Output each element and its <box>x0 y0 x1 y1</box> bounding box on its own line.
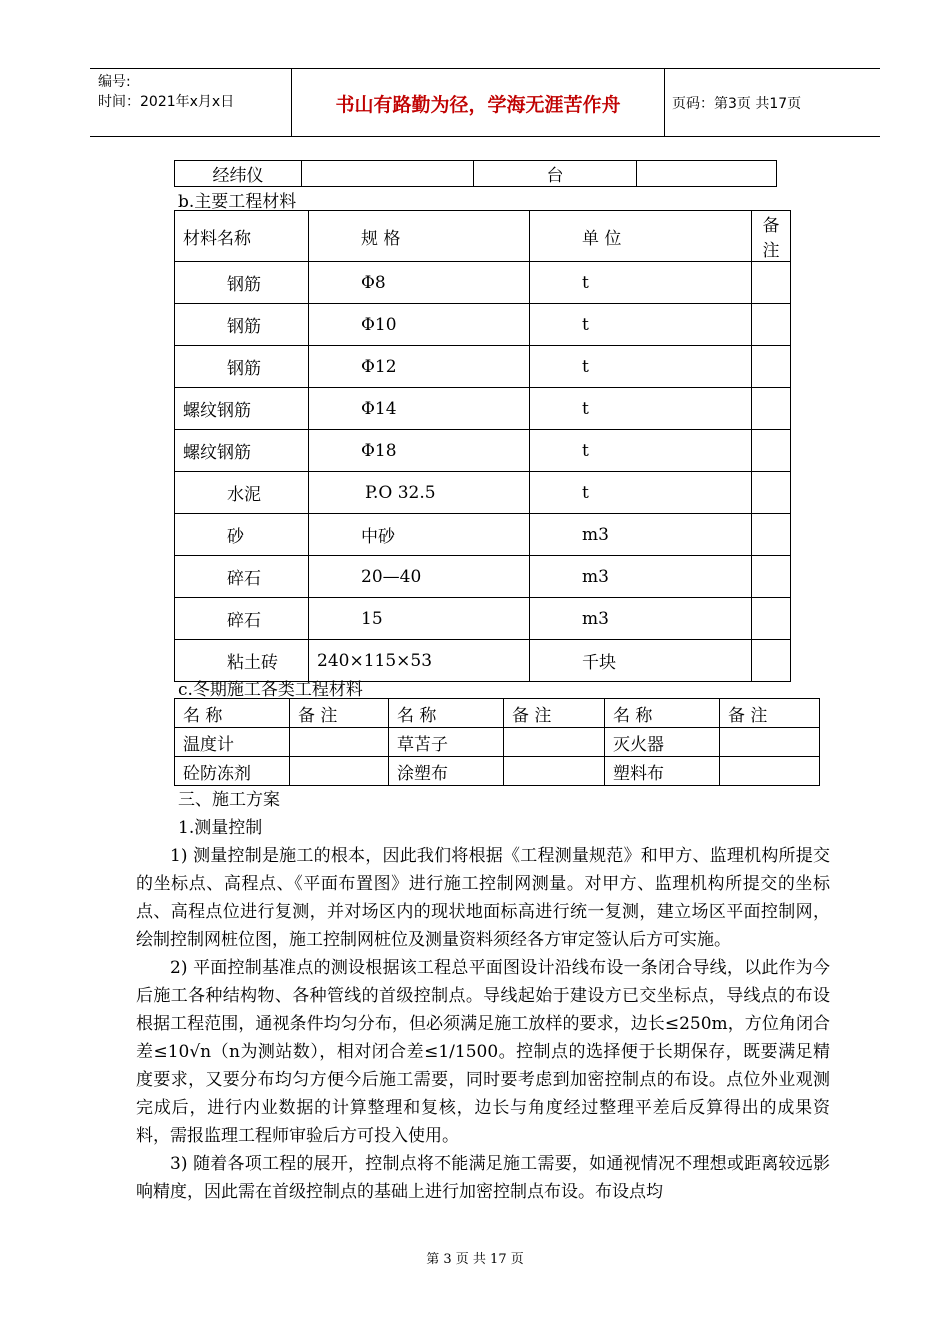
table-cell: t <box>530 304 752 346</box>
table-cell: t <box>530 430 752 472</box>
table-cell: P.O 32.5 <box>309 472 530 514</box>
table-cell: m3 <box>530 598 752 640</box>
table-cell <box>720 728 820 757</box>
instrument-table <box>174 160 777 187</box>
table-cell: Φ12 <box>309 346 530 388</box>
table-cell <box>752 304 791 346</box>
table-cell: 台 <box>474 161 637 187</box>
table-cell: m3 <box>530 514 752 556</box>
header-page-number: 页码：第3页 共17页 <box>672 96 802 112</box>
materials-caption: b.主要工程材料 <box>178 192 297 212</box>
table-cell <box>720 757 820 786</box>
table-cell: Φ8 <box>309 262 530 304</box>
table-cell: 塑料布 <box>605 757 720 786</box>
header-motto: 书山有路勤为径，学海无涯苦作舟 <box>335 94 621 116</box>
page-footer: 第 3 页 共 17 页 <box>426 1252 524 1267</box>
table-cell: 中砂 <box>309 514 530 556</box>
column-header: 备 注 <box>290 699 389 728</box>
table-header-row <box>175 211 791 262</box>
table-cell: 15 <box>309 598 530 640</box>
table-cell: Φ10 <box>309 304 530 346</box>
table-cell: 碎石 <box>175 556 309 598</box>
table-row <box>175 161 777 187</box>
document-time-label: 时间：2021年x月x日 <box>98 94 235 110</box>
table-cell: 钢筋 <box>175 346 309 388</box>
table-cell <box>752 388 791 430</box>
table-cell: t <box>530 262 752 304</box>
column-header: 备 注 <box>504 699 605 728</box>
table-cell <box>637 161 777 187</box>
table-cell: 水泥 <box>175 472 309 514</box>
column-header: 单 位 <box>530 211 752 262</box>
table-cell <box>752 430 791 472</box>
table-row <box>175 757 820 786</box>
table-cell <box>290 757 389 786</box>
materials-table <box>174 210 791 682</box>
table-cell <box>752 598 791 640</box>
table-row <box>175 514 791 556</box>
table-cell: 砂 <box>175 514 309 556</box>
section-subheading: 1.测量控制 <box>178 818 263 838</box>
table-cell: 粘土砖 <box>175 640 309 682</box>
table-row <box>175 556 791 598</box>
table-cell <box>752 472 791 514</box>
table-cell <box>752 514 791 556</box>
table-row <box>175 304 791 346</box>
table-cell <box>302 161 474 187</box>
column-header: 材料名称 <box>175 211 309 262</box>
table-cell <box>504 728 605 757</box>
table-cell <box>290 728 389 757</box>
table-row <box>175 346 791 388</box>
winter-materials-table <box>174 698 820 786</box>
paragraph: 3) 随着各项工程的展开，控制点将不能满足施工需要，如通视情况不理想或距离较远影响精度，因此需在首级控制点的基础上进行加密控制点布设。布设点均 <box>136 1154 830 1202</box>
table-cell <box>752 346 791 388</box>
table-row <box>175 262 791 304</box>
header-top-rule <box>90 68 880 69</box>
table-cell: 涂塑布 <box>389 757 504 786</box>
section-heading: 三、施工方案 <box>178 790 280 810</box>
table-cell: 钢筋 <box>175 304 309 346</box>
construction-plan-section <box>136 786 830 1206</box>
column-header: 名 称 <box>389 699 504 728</box>
table-cell: Φ14 <box>309 388 530 430</box>
table-cell: 螺纹钢筋 <box>175 388 309 430</box>
table-cell: t <box>530 472 752 514</box>
column-header: 备 注 <box>752 211 791 262</box>
header-bottom-rule <box>90 136 880 137</box>
table-cell: t <box>530 388 752 430</box>
winter-materials-caption: c.冬期施工各类工程材料 <box>178 680 363 700</box>
table-row <box>175 472 791 514</box>
table-cell: 螺纹钢筋 <box>175 430 309 472</box>
table-row <box>175 388 791 430</box>
column-header: 名 称 <box>175 699 290 728</box>
table-cell: 碎石 <box>175 598 309 640</box>
table-cell: 灭火器 <box>605 728 720 757</box>
column-header: 备 注 <box>720 699 820 728</box>
header-meta <box>98 72 234 112</box>
paragraph: 2) 平面控制基准点的测设根据该工程总平面图设计沿线布设一条闭合导线，以此作为今后施工各种结构物、各种管线的首级控制点。导线起始于建设方已交坐标点，导线点的布设根据工程范围，通视条件均匀分布，但必须满足施工放样的要求，边长≤250m，方位角闭合差≤10√n（n为测站数），相对闭合差≤1/1500。控制点的选择便于长期保存，既要满足精度要求，又要分布均匀方便今后施工需要，同时要考虑到加密控制点的布设。点位外业观测完成后，进行内业数据的计算整理和复核，边长与角度经过整理平差后反算得出的成果资料，需报监理工程师审验后方可投入使用。 <box>136 958 830 1146</box>
table-cell: 草苫子 <box>389 728 504 757</box>
table-cell: 经纬仪 <box>175 161 302 187</box>
table-cell: 温度计 <box>175 728 290 757</box>
table-cell: Φ18 <box>309 430 530 472</box>
table-cell: 240×115×53 <box>309 640 530 682</box>
table-header-row <box>175 699 820 728</box>
table-cell <box>752 556 791 598</box>
table-row <box>175 728 820 757</box>
table-cell: 20—40 <box>309 556 530 598</box>
table-cell <box>752 640 791 682</box>
table-row <box>175 430 791 472</box>
column-header: 名 称 <box>605 699 720 728</box>
header-divider-right <box>664 68 665 136</box>
table-cell <box>752 262 791 304</box>
table-row <box>175 598 791 640</box>
table-cell: 钢筋 <box>175 262 309 304</box>
table-cell: 砼防冻剂 <box>175 757 290 786</box>
document-number-label: 编号: <box>98 74 131 90</box>
table-cell <box>504 757 605 786</box>
table-cell: t <box>530 346 752 388</box>
table-cell: m3 <box>530 556 752 598</box>
table-cell: 千块 <box>530 640 752 682</box>
column-header: 规 格 <box>309 211 530 262</box>
paragraph: 1) 测量控制是施工的根本，因此我们将根据《工程测量规范》和甲方、监理机构所提交的坐标点、高程点、《平面布置图》进行施工控制网测量。对甲方、监理机构所提交的坐标点、高程点位进行复测，并对场区内的现状地面标高进行统一复测，建立场区平面控制网，绘制控制网桩位图，施工控制网桩位及测量资料须经各方审定签认后方可实施。 <box>136 846 830 950</box>
